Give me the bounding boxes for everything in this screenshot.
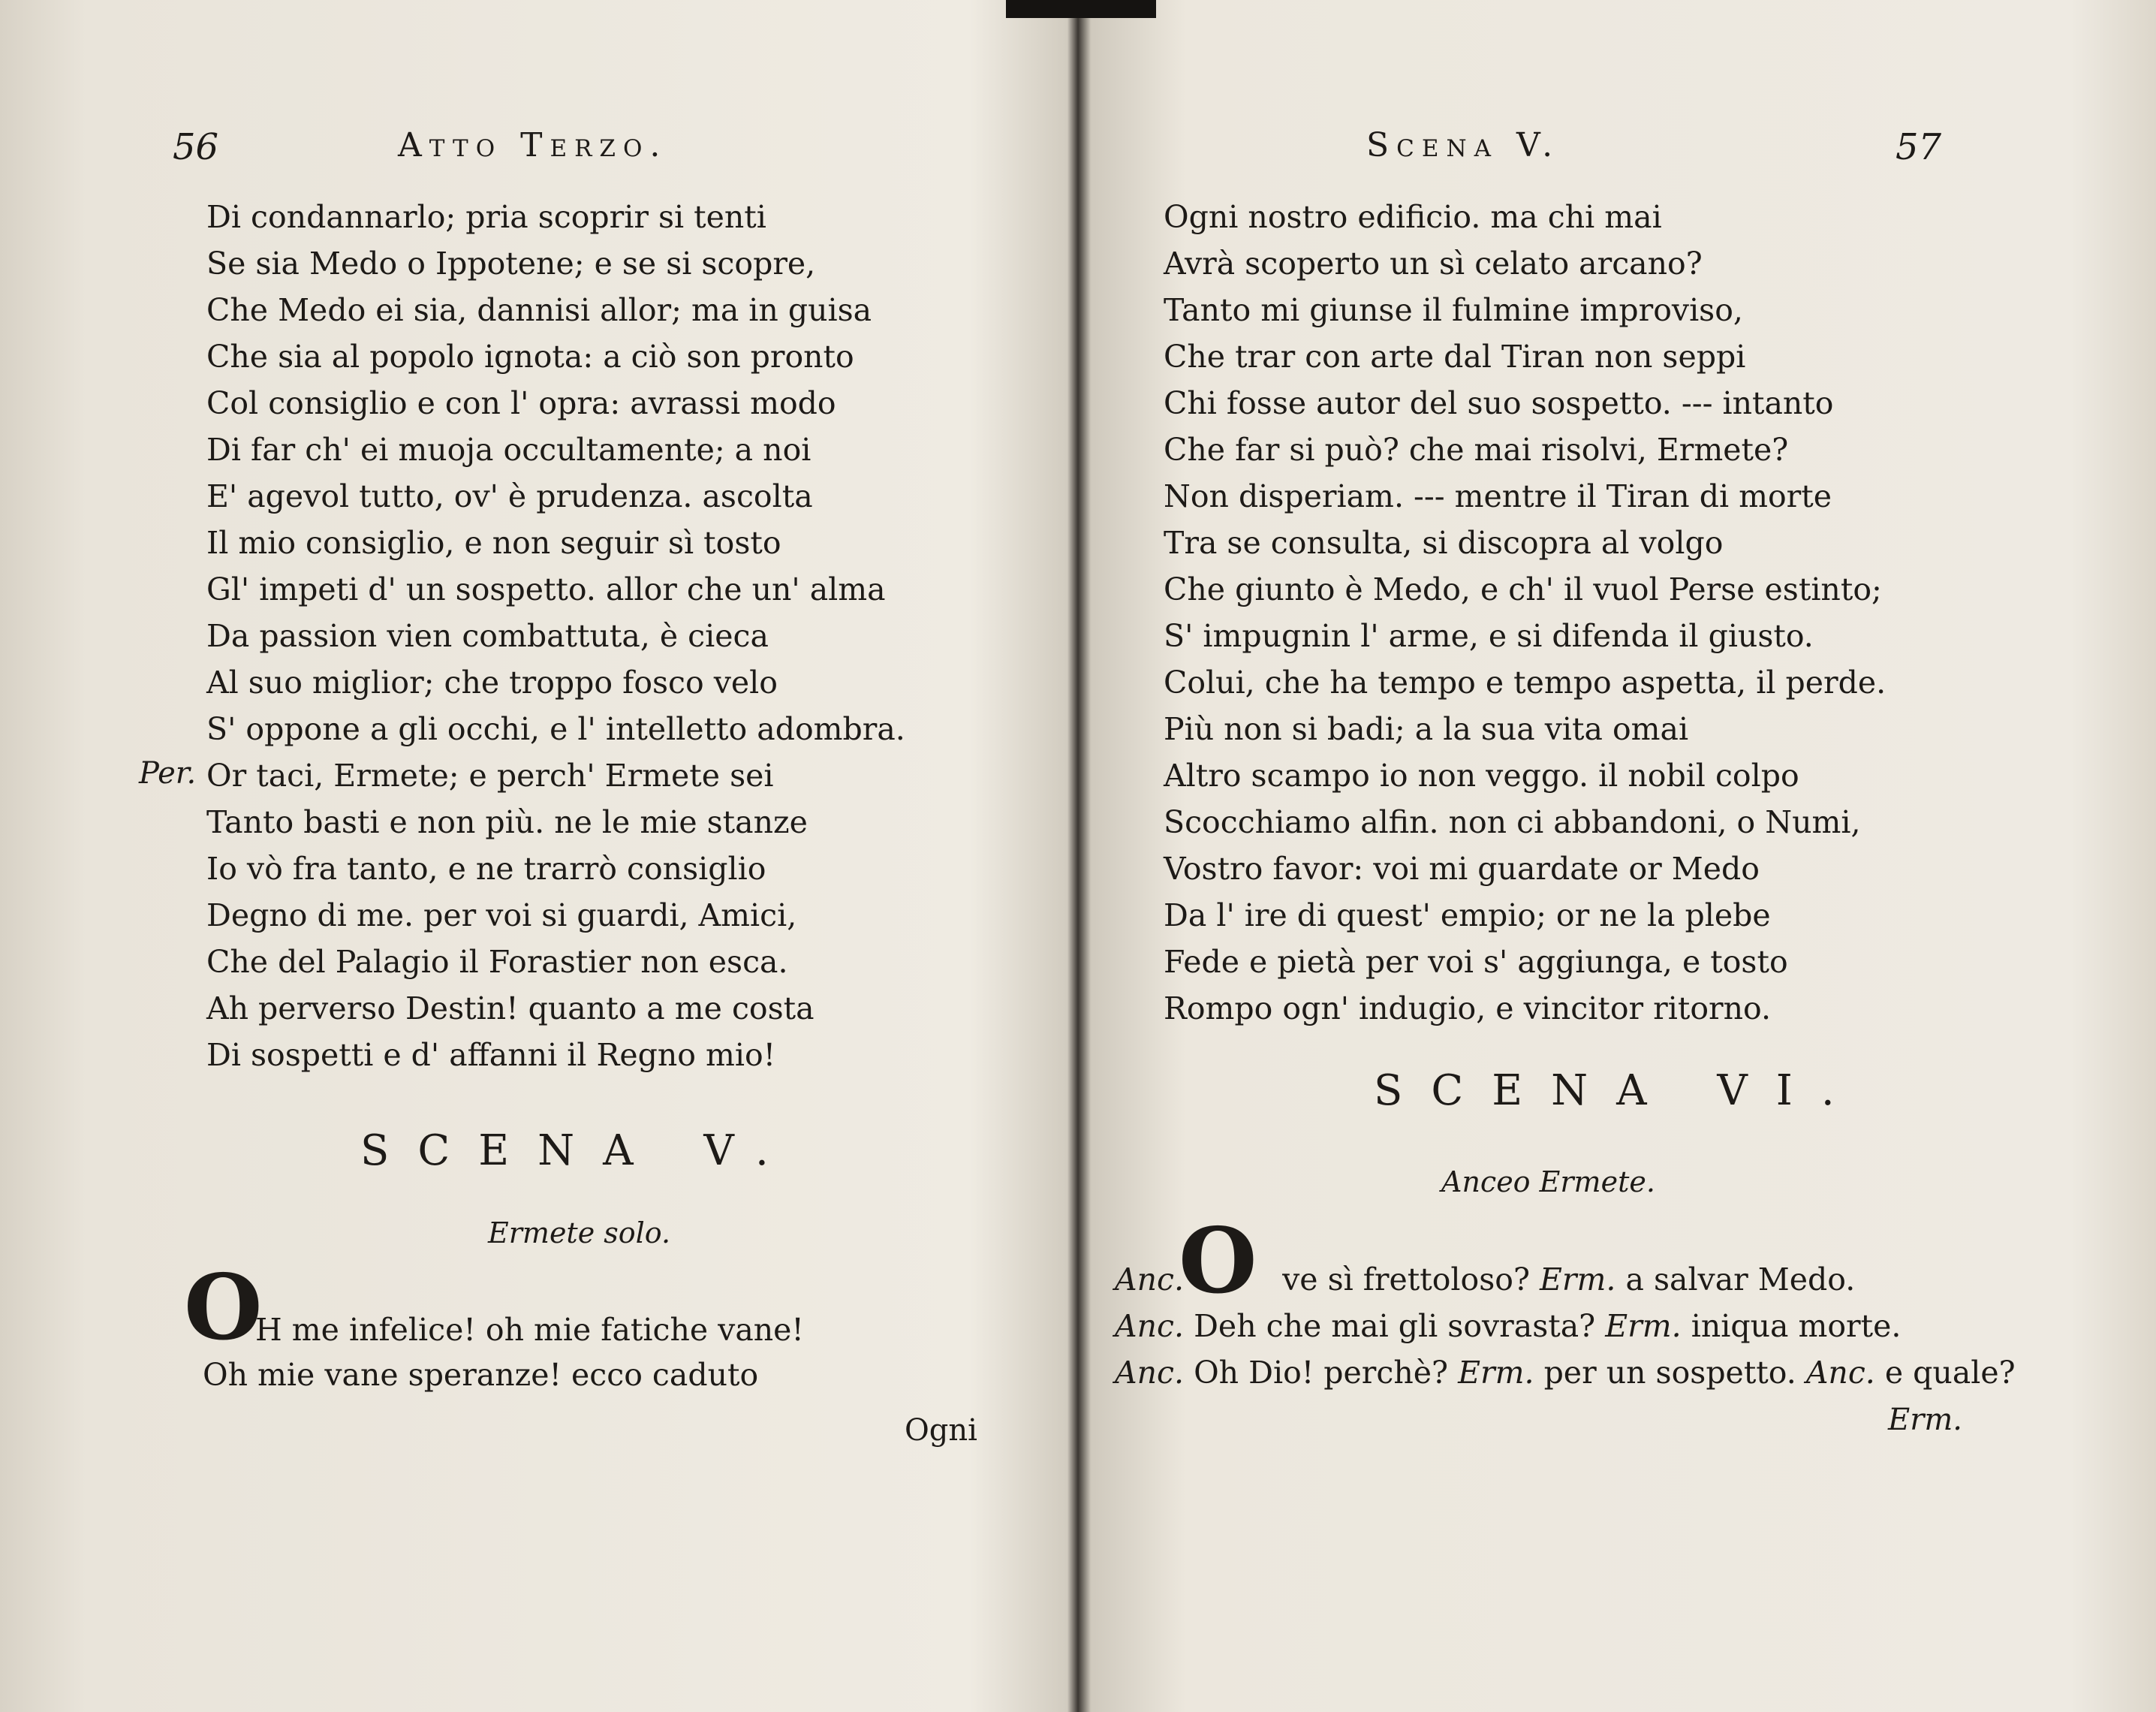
scene-characters: Anceo Ermete.	[1441, 1165, 1655, 1198]
speaker-label: Anc.	[1115, 1308, 1185, 1344]
verse-block	[1164, 194, 1886, 1032]
speaker-label: Anc.	[1115, 1355, 1185, 1391]
verse-line: Di far ch' ei muoja occultamente; a noi	[206, 432, 812, 468]
verse-line: Vostro favor: voi mi guardate or Medo	[1164, 851, 1760, 887]
speaker-label: Erm.	[1539, 1261, 1616, 1298]
dialogue-text: Deh che mai gli sovrasta?	[1194, 1308, 1596, 1344]
verse-line: Oh mie vane speranze! ecco caduto	[203, 1357, 759, 1393]
drop-capital: O	[184, 1255, 263, 1361]
scene-title: SCENA VI.	[1374, 1066, 1863, 1115]
drop-capital: O	[1179, 1208, 1257, 1314]
dialogue-line	[1115, 1308, 1901, 1344]
verse-block	[206, 194, 905, 752]
dialogue-line	[1115, 1355, 2016, 1391]
verse-line: Che sia al popolo ignota: a ciò son pronto	[206, 339, 854, 375]
speaker-label: Anc.	[1805, 1355, 1875, 1391]
catchword: Erm.	[1888, 1403, 1962, 1437]
verse-block	[206, 752, 815, 1078]
verse-line: Altro scampo io non veggo. il nobil colpo	[1164, 758, 1799, 794]
verse-line: Tanto basti e non più. ne le mie stanze	[206, 804, 808, 840]
verse-block	[255, 1307, 804, 1353]
verse-line: Da passion vien combattuta, è cieca	[206, 618, 769, 654]
page-number: 57	[1896, 126, 1942, 168]
running-head: Atto Terzo.	[398, 126, 668, 164]
verse-line: Scocchiamo alfin. non ci abbandoni, o Numi,	[1164, 804, 1861, 840]
verse-line: S' oppone a gli occhi, e l' intelletto adombra.	[206, 711, 905, 747]
verse-line: Rompo ogn' indugio, e vincitor ritorno.	[1164, 990, 1772, 1026]
running-head: Scena V.	[1366, 126, 1561, 164]
verse-line: Non disperiam. --- mentre il Tiran di morte	[1164, 478, 1832, 514]
verse-line: Che giunto è Medo, e ch' il vuol Perse estinto;	[1164, 571, 1882, 607]
scene-title: SCENA V.	[360, 1126, 797, 1175]
verse-line: Da l' ire di quest' empio; or ne la plebe	[1164, 897, 1771, 933]
speaker-label: Anc.	[1115, 1261, 1185, 1298]
verse-line: H me infelice! oh mie fatiche vane!	[255, 1312, 804, 1348]
verse-line: Che del Palagio il Forastier non esca.	[206, 944, 788, 980]
verse-block	[203, 1352, 758, 1398]
speaker-label: Erm.	[1605, 1308, 1682, 1344]
verse-line: Avrà scoperto un sì celato arcano?	[1164, 246, 1703, 282]
verse-line: Or taci, Ermete; e perch' Ermete sei	[206, 758, 774, 794]
verse-line: S' impugnin l' arme, e si difenda il giusto.	[1164, 618, 1814, 654]
verse-line: Tanto mi giunse il fulmine improviso,	[1164, 292, 1743, 328]
dialogue-text: a salvar Medo.	[1625, 1261, 1856, 1298]
dialogue-text: Oh Dio! perchè?	[1194, 1355, 1449, 1391]
dialogue-text: ve sì frettoloso?	[1282, 1261, 1530, 1298]
verse-line: Al suo miglior; che troppo fosco velo	[206, 665, 778, 701]
left-page	[0, 0, 1066, 1712]
verse-line: Chi fosse autor del suo sospetto. --- intanto	[1164, 385, 1834, 421]
verse-line: Io vò fra tanto, e ne trarrò consiglio	[206, 851, 766, 887]
verse-line: Di sospetti e d' affanni il Regno mio!	[206, 1037, 776, 1073]
scene-characters: Ermete solo.	[488, 1216, 671, 1249]
verse-line: Col consiglio e con l' opra: avrassi modo	[206, 385, 836, 421]
verse-line: Fede e pietà per voi s' aggiunga, e tosto	[1164, 944, 1788, 980]
catchword: Ogni	[905, 1413, 977, 1448]
page-number: 56	[173, 126, 219, 168]
verse-line: Colui, che ha tempo e tempo aspetta, il perde.	[1164, 665, 1886, 701]
dialogue-text: per un sospetto.	[1543, 1355, 1796, 1391]
verse-line: Ogni nostro edificio. ma chi mai	[1164, 199, 1662, 235]
dialogue-text: iniqua morte.	[1691, 1308, 1902, 1344]
verse-line: Che Medo ei sia, dannisi allor; ma in guisa	[206, 292, 872, 328]
verse-line: E' agevol tutto, ov' è prudenza. ascolta	[206, 478, 813, 514]
verse-line: Tra se consulta, si discopra al volgo	[1164, 525, 1724, 561]
right-page	[1081, 0, 2156, 1712]
verse-line: Di condannarlo; pria scoprir si tenti	[206, 199, 766, 235]
verse-line: Che trar con arte dal Tiran non seppi	[1164, 339, 1746, 375]
dialogue-text: e quale?	[1884, 1355, 2016, 1391]
verse-line: Gl' impeti d' un sospetto. allor che un' alma	[206, 571, 886, 607]
verse-line: Ah perverso Destin! quanto a me costa	[206, 990, 815, 1026]
verse-line: Degno di me. per voi si guardi, Amici,	[206, 897, 797, 933]
speaker-label: Per.	[139, 756, 197, 791]
dialogue-line	[1115, 1261, 1855, 1298]
verse-line: Il mio consiglio, e non seguir sì tosto	[206, 525, 781, 561]
speaker-label: Erm.	[1458, 1355, 1534, 1391]
verse-line: Se sia Medo o Ippotene; e se si scopre,	[206, 246, 816, 282]
verse-line: Più non si badi; a la sua vita omai	[1164, 711, 1689, 747]
verse-line: Che far si può? che mai risolvi, Ermete?	[1164, 432, 1789, 468]
